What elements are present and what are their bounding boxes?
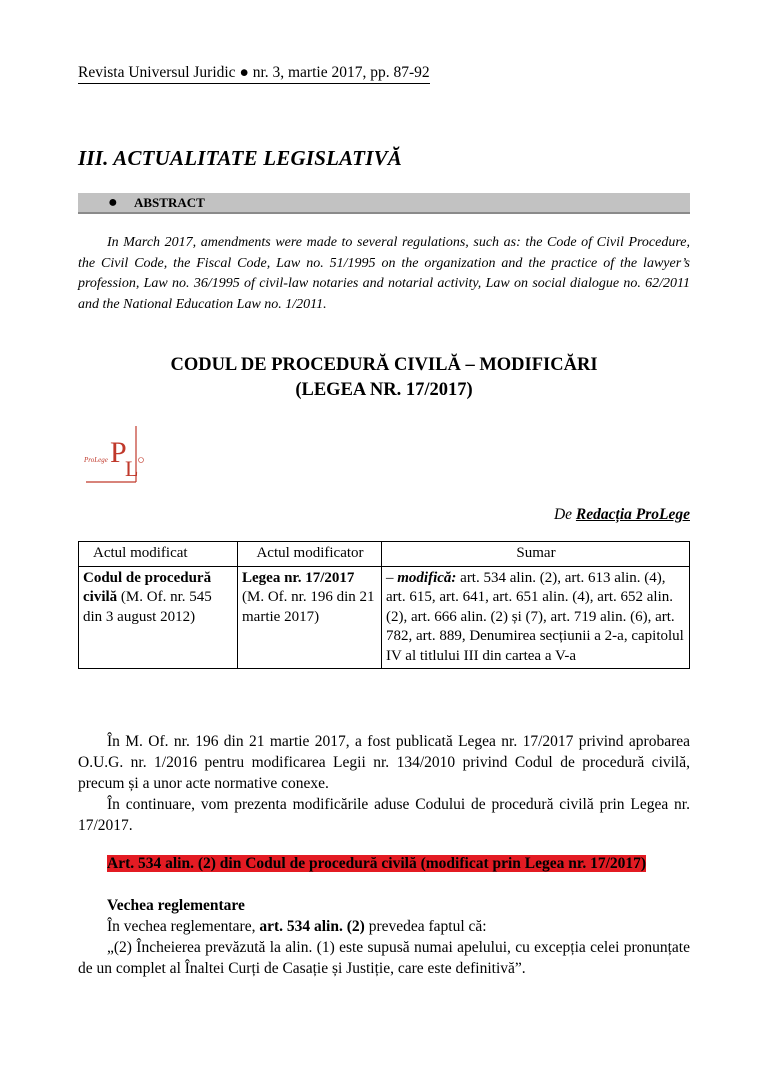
highlighted-heading — [78, 853, 690, 874]
table-header-modifier: Actul modificator — [238, 542, 382, 567]
article-title — [78, 353, 690, 403]
article-title-line1: CODUL DE PROCEDURĂ CIVILĂ – MODIFICĂRI — [170, 355, 598, 375]
modified-act-ref: (M. Of. nr. 545 din 3 august 2012) — [83, 589, 212, 625]
para3-prefix: În vechea reglementare, — [107, 918, 260, 935]
table-header-row — [79, 542, 690, 567]
body-para-2: În continuare, vom prezenta modificările aduse Codului de procedură civilă prin Legea nr. 17/2017. — [78, 796, 690, 834]
para3-suffix: prevedea faptul că: — [364, 918, 487, 935]
byline-author[interactable]: Redacția ProLege — [575, 506, 690, 523]
para3-bold: art. 534 alin. (2) — [259, 918, 365, 935]
byline-prefix: De — [553, 506, 573, 523]
modifier-act-ref: (M. Of. nr. 196 din 21 martie 2017) — [242, 589, 375, 625]
body-para-1: În M. Of. nr. 196 din 21 martie 2017, a fost publicată Legea nr. 17/2017 privind aprobarea O.U.G. nr. 1/2016 pentru modificarea Legii nr. 134/2010 privind Codul de procedură civilă, precum și a unor acte normative conexe. — [78, 733, 690, 792]
abstract-bar — [78, 193, 690, 214]
subheading-old-regulation: Vechea reglementare — [107, 897, 245, 914]
body-intro — [78, 731, 690, 836]
body-para-3 — [78, 916, 690, 937]
modifier-act-name: Legea nr. 17/2017 — [242, 569, 355, 586]
byline — [554, 506, 690, 524]
journal-bullet: ● — [239, 64, 249, 81]
table-row — [79, 566, 690, 669]
svg-text:L: L — [125, 456, 139, 481]
bullet-icon: ● — [108, 194, 118, 211]
journal-header — [78, 64, 430, 84]
journal-name: Revista Universul Juridic — [78, 64, 236, 81]
summary-table — [78, 541, 690, 669]
summary-label: modifică: — [397, 569, 457, 586]
abstract-text: In March 2017, amendments were made to several regulations, such as: the Code of Civil Procedure, the Civil Code, the Fiscal Code, Law no. 51/1995 on the organization and the practice of the lawyer’s profession, Law no. 36/1995 of civil-law notaries and notarial activity, Law on social dialogue no. 62/2011 and the National Education Law no. 1/2011. — [78, 235, 690, 312]
cell-modifier-act — [238, 566, 382, 669]
summary-text: art. 534 alin. (2), art. 613 alin. (4), art. 615, art. 641, art. 651 alin. (4), art. 652 alin. (2), art. 666 alin. (2) și (7), art. 719 alin. (6), art. 782, art. 889, Denumirea secțiunii a 2-a, capitolul IV al titlului III din cartea a V-a — [386, 569, 684, 664]
cell-modified-act — [79, 566, 238, 669]
table-header-summary: Sumar — [382, 542, 690, 567]
table-header-modified: Actul modificat — [79, 542, 238, 567]
prolege-logo — [78, 420, 148, 488]
journal-issue: nr. 3, martie 2017, pp. 87-92 — [252, 64, 430, 81]
abstract-label: ABSTRACT — [134, 195, 205, 210]
highlighted-heading-text: Art. 534 alin. (2) din Codul de procedură civilă (modificat prin Legea nr. 17/2017) — [107, 855, 647, 872]
article-title-line2: (LEGEA NR. 17/2017) — [295, 380, 473, 400]
prolege-logo-icon — [78, 420, 148, 488]
svg-text:ProLege: ProLege — [84, 456, 108, 464]
modified-act-name: Codul de procedură civilă — [83, 569, 212, 605]
svg-text:P: P — [110, 436, 127, 469]
body-old-regulation — [78, 895, 690, 979]
section-title: III. ACTUALITATE LEGISLATIVĂ — [78, 146, 402, 170]
summary-prefix: – — [386, 569, 398, 586]
cell-summary — [382, 566, 690, 669]
quote-paragraph: „(2) Încheierea prevăzută la alin. (1) este supusă numai apelului, cu excepția celei pronunțate de un complet al Înaltei Curți de Casație și Justiție, care este definitivă”. — [78, 939, 690, 977]
